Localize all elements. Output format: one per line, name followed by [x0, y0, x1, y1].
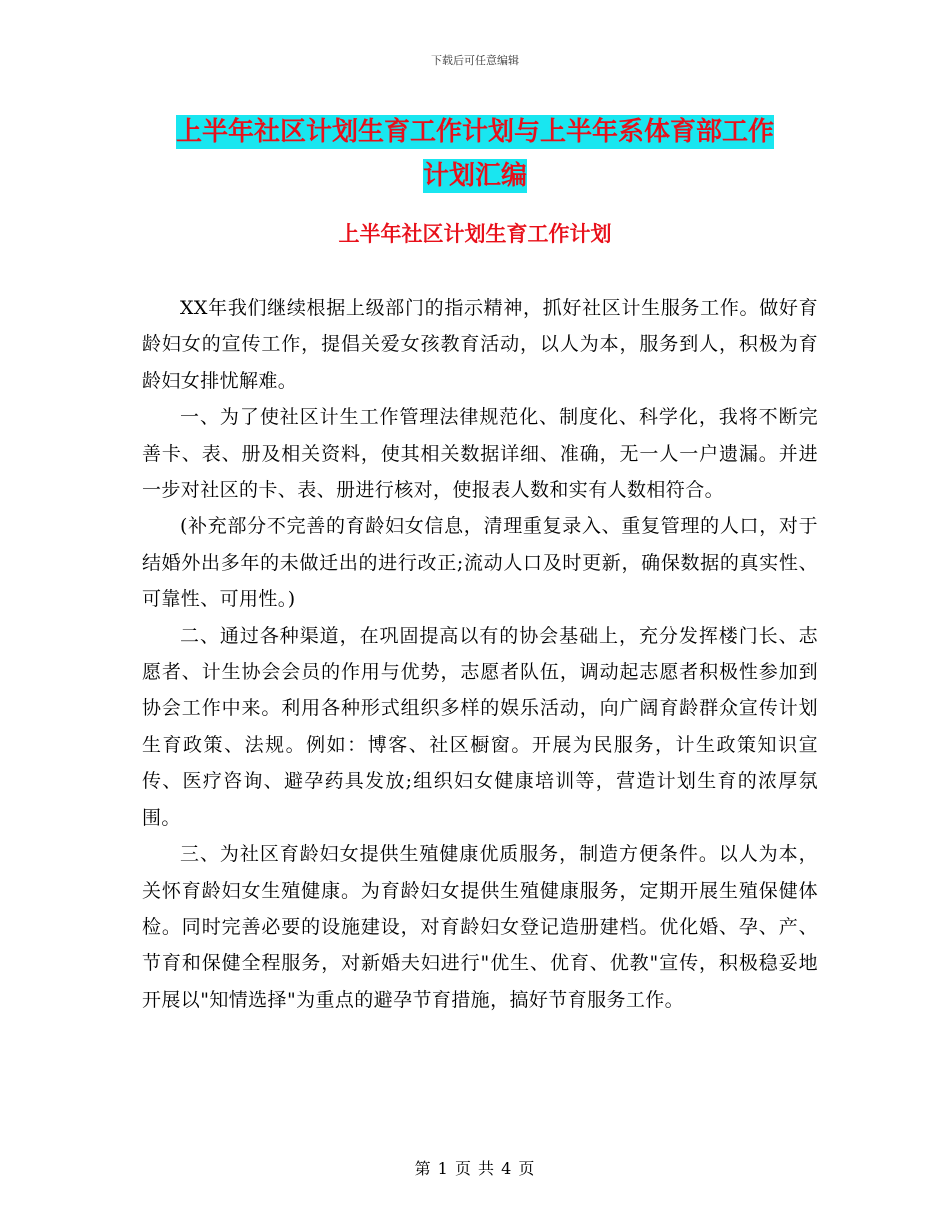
paragraph-note: (补充部分不完善的育龄妇女信息，清理重复录入、重复管理的人口，对于结婚外出多年的未做迁出的进行改正;流动人口及时更新，确保数据的真实性、可靠性、可用性。) — [142, 515, 818, 611]
paragraph-intro: XX年我们继续根据上级部门的指示精神，抓好社区计生服务工作。做好育龄妇女的宣传工作，提倡关爱女孩教育活动，以人为本，服务到人，积极为育龄妇女排忧解难。 — [142, 297, 818, 392]
document-title-line-1: 上半年社区计划生育工作计划与上半年系体育部工作 — [175, 117, 774, 147]
paragraph-item-2: 二、通过各种渠道，在巩固提高以有的协会基础上，充分发挥楼门长、志愿者、计生协会会员的作用与优势，志愿者队伍，调动起志愿者积极性参加到协会工作中来。利用各种形式组织多样的娱乐活动，向广阔育龄群众宣传计划生育政策、法规。例如：博客、社区橱窗。开展为民服务，计生政策知识宣传、医疗咨询、避孕药具发放;组织妇女健康培训等，营造计划生育的浓厚氛围。 — [142, 624, 818, 829]
document-body — [142, 290, 818, 1018]
document-title-line-2: 计划汇编 — [422, 161, 527, 191]
section-title: 上半年社区计划生育工作计划 — [338, 222, 612, 246]
paragraph-item-1: 一、为了使社区计生工作管理法律规范化、制度化、科学化，我将不断完善卡、表、册及相关资料，使其相关数据详细、准确，无一人一户遗漏。并进一步对社区的卡、表、册进行核对，使报表人数和实有人数相符合。 — [142, 406, 818, 502]
document-title — [150, 110, 800, 198]
page-number: 第 1 页 共 4 页 — [414, 1159, 536, 1178]
header-note: 下载后可任意编辑 — [431, 54, 519, 67]
paragraph-item-3: 三、为社区育龄妇女提供生殖健康优质服务，制造方便条件。以人为本，关怀育龄妇女生殖健康。为育龄妇女提供生殖健康服务，定期开展生殖保健体检。同时完善必要的设施建设，对育龄妇女登记造册建档。优化婚、孕、产、节育和保健全程服务，对新婚夫妇进行"优生、优育、优教"宣传，积极稳妥地开展以"知情选择"为重点的避孕节育措施，搞好节育服务工作。 — [142, 843, 818, 1011]
